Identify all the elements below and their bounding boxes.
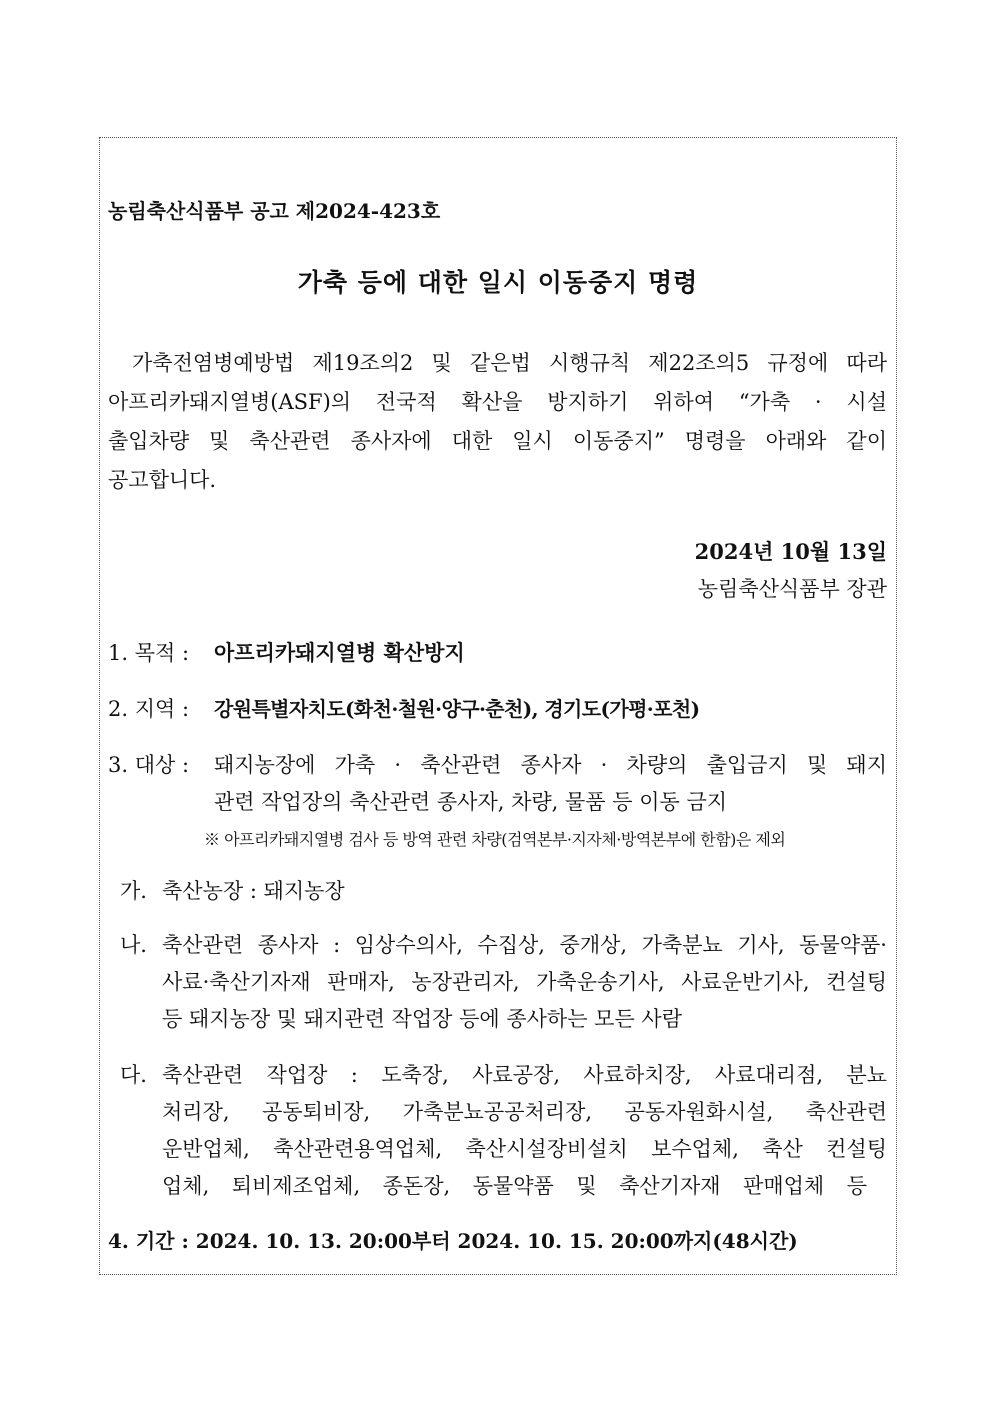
sub-na-line-2: 사료·축산기자재 판매자, 농장관리자, 가축운송기사, 사료운반기사, 컨설팅 xyxy=(162,970,887,994)
item-target-note: ※ 아프리카돼지열병 검사 등 방역 관련 차량(검역본부·지자체·방역본부에 한함)은 제외 xyxy=(204,830,786,849)
sub-na-label: 나. xyxy=(120,933,147,957)
item-target-label: 3. 대상 : xyxy=(108,753,190,777)
sub-da-line-3: 운반업체, 축산관련용역업체, 축산시설장비설치 보수업체, 축산 컨설팅 xyxy=(162,1137,887,1161)
sub-na-line-3: 등 돼지농장 및 돼지관련 작업장 등에 종사하는 모든 사람 xyxy=(162,1007,682,1031)
sub-da-label: 다. xyxy=(120,1063,147,1087)
item-target-line-2: 관련 작업장의 축산관련 종사자, 차량, 물품 등 이동 금지 xyxy=(214,790,728,814)
item-target-line-1: 돼지농장에 가축 · 축산관련 종사자 · 차량의 출입금지 및 돼지 xyxy=(214,753,887,777)
sub-da-line-2: 처리장, 공동퇴비장, 가축분뇨공공처리장, 공동자원화시설, 축산관련 xyxy=(162,1100,887,1124)
intro-line-2: 아프리카돼지열병(ASF)의 전국적 확산을 방지하기 위하여 “가축 · 시설 xyxy=(108,390,887,414)
sub-da-line-4: 업체, 퇴비제조업체, 종돈장, 동물약품 및 축산기자재 판매업체 등 xyxy=(162,1174,867,1198)
intro-line-4: 공고합니다. xyxy=(108,468,217,492)
item-purpose-label: 1. 목적 : xyxy=(108,641,190,665)
intro-line-3: 출입차량 및 축산관련 종사자에 대한 일시 이동중지” 명령을 아래와 같이 xyxy=(108,429,887,453)
item-purpose-value: 아프리카돼지열병 확산방지 xyxy=(214,640,465,665)
notice-date: 2024년 10월 13일 xyxy=(694,539,887,564)
item-period: 4. 기간 : 2024. 10. 13. 20:00부터 2024. 10. 15. 20:00까지(48시간) xyxy=(108,1229,798,1253)
sub-ga-text: 축산농장 : 돼지농장 xyxy=(162,879,345,903)
sub-da-line-1: 축산관련 작업장 : 도축장, 사료공장, 사료하치장, 사료대리점, 분뇨 xyxy=(162,1063,887,1087)
sub-ga-label: 가. xyxy=(120,879,147,903)
notice-number: 농림축산식품부 공고 제2024-423호 xyxy=(108,199,441,223)
item-region-label: 2. 지역 : xyxy=(108,697,190,721)
issuer: 농림축산식품부 장관 xyxy=(697,577,887,601)
item-region-value: 강원특별자치도(화천·철원·양구·춘천), 경기도(가평·포천) xyxy=(214,697,700,721)
sub-na-line-1: 축산관련 종사자 : 임상수의사, 수집상, 중개상, 가축분뇨 기사, 동물약품· xyxy=(162,933,887,957)
intro-line-1: 가축전염병예방법 제19조의2 및 같은법 시행규칙 제22조의5 규정에 따라 xyxy=(132,351,887,375)
document-title: 가축 등에 대한 일시 이동중지 명령 xyxy=(297,268,699,297)
